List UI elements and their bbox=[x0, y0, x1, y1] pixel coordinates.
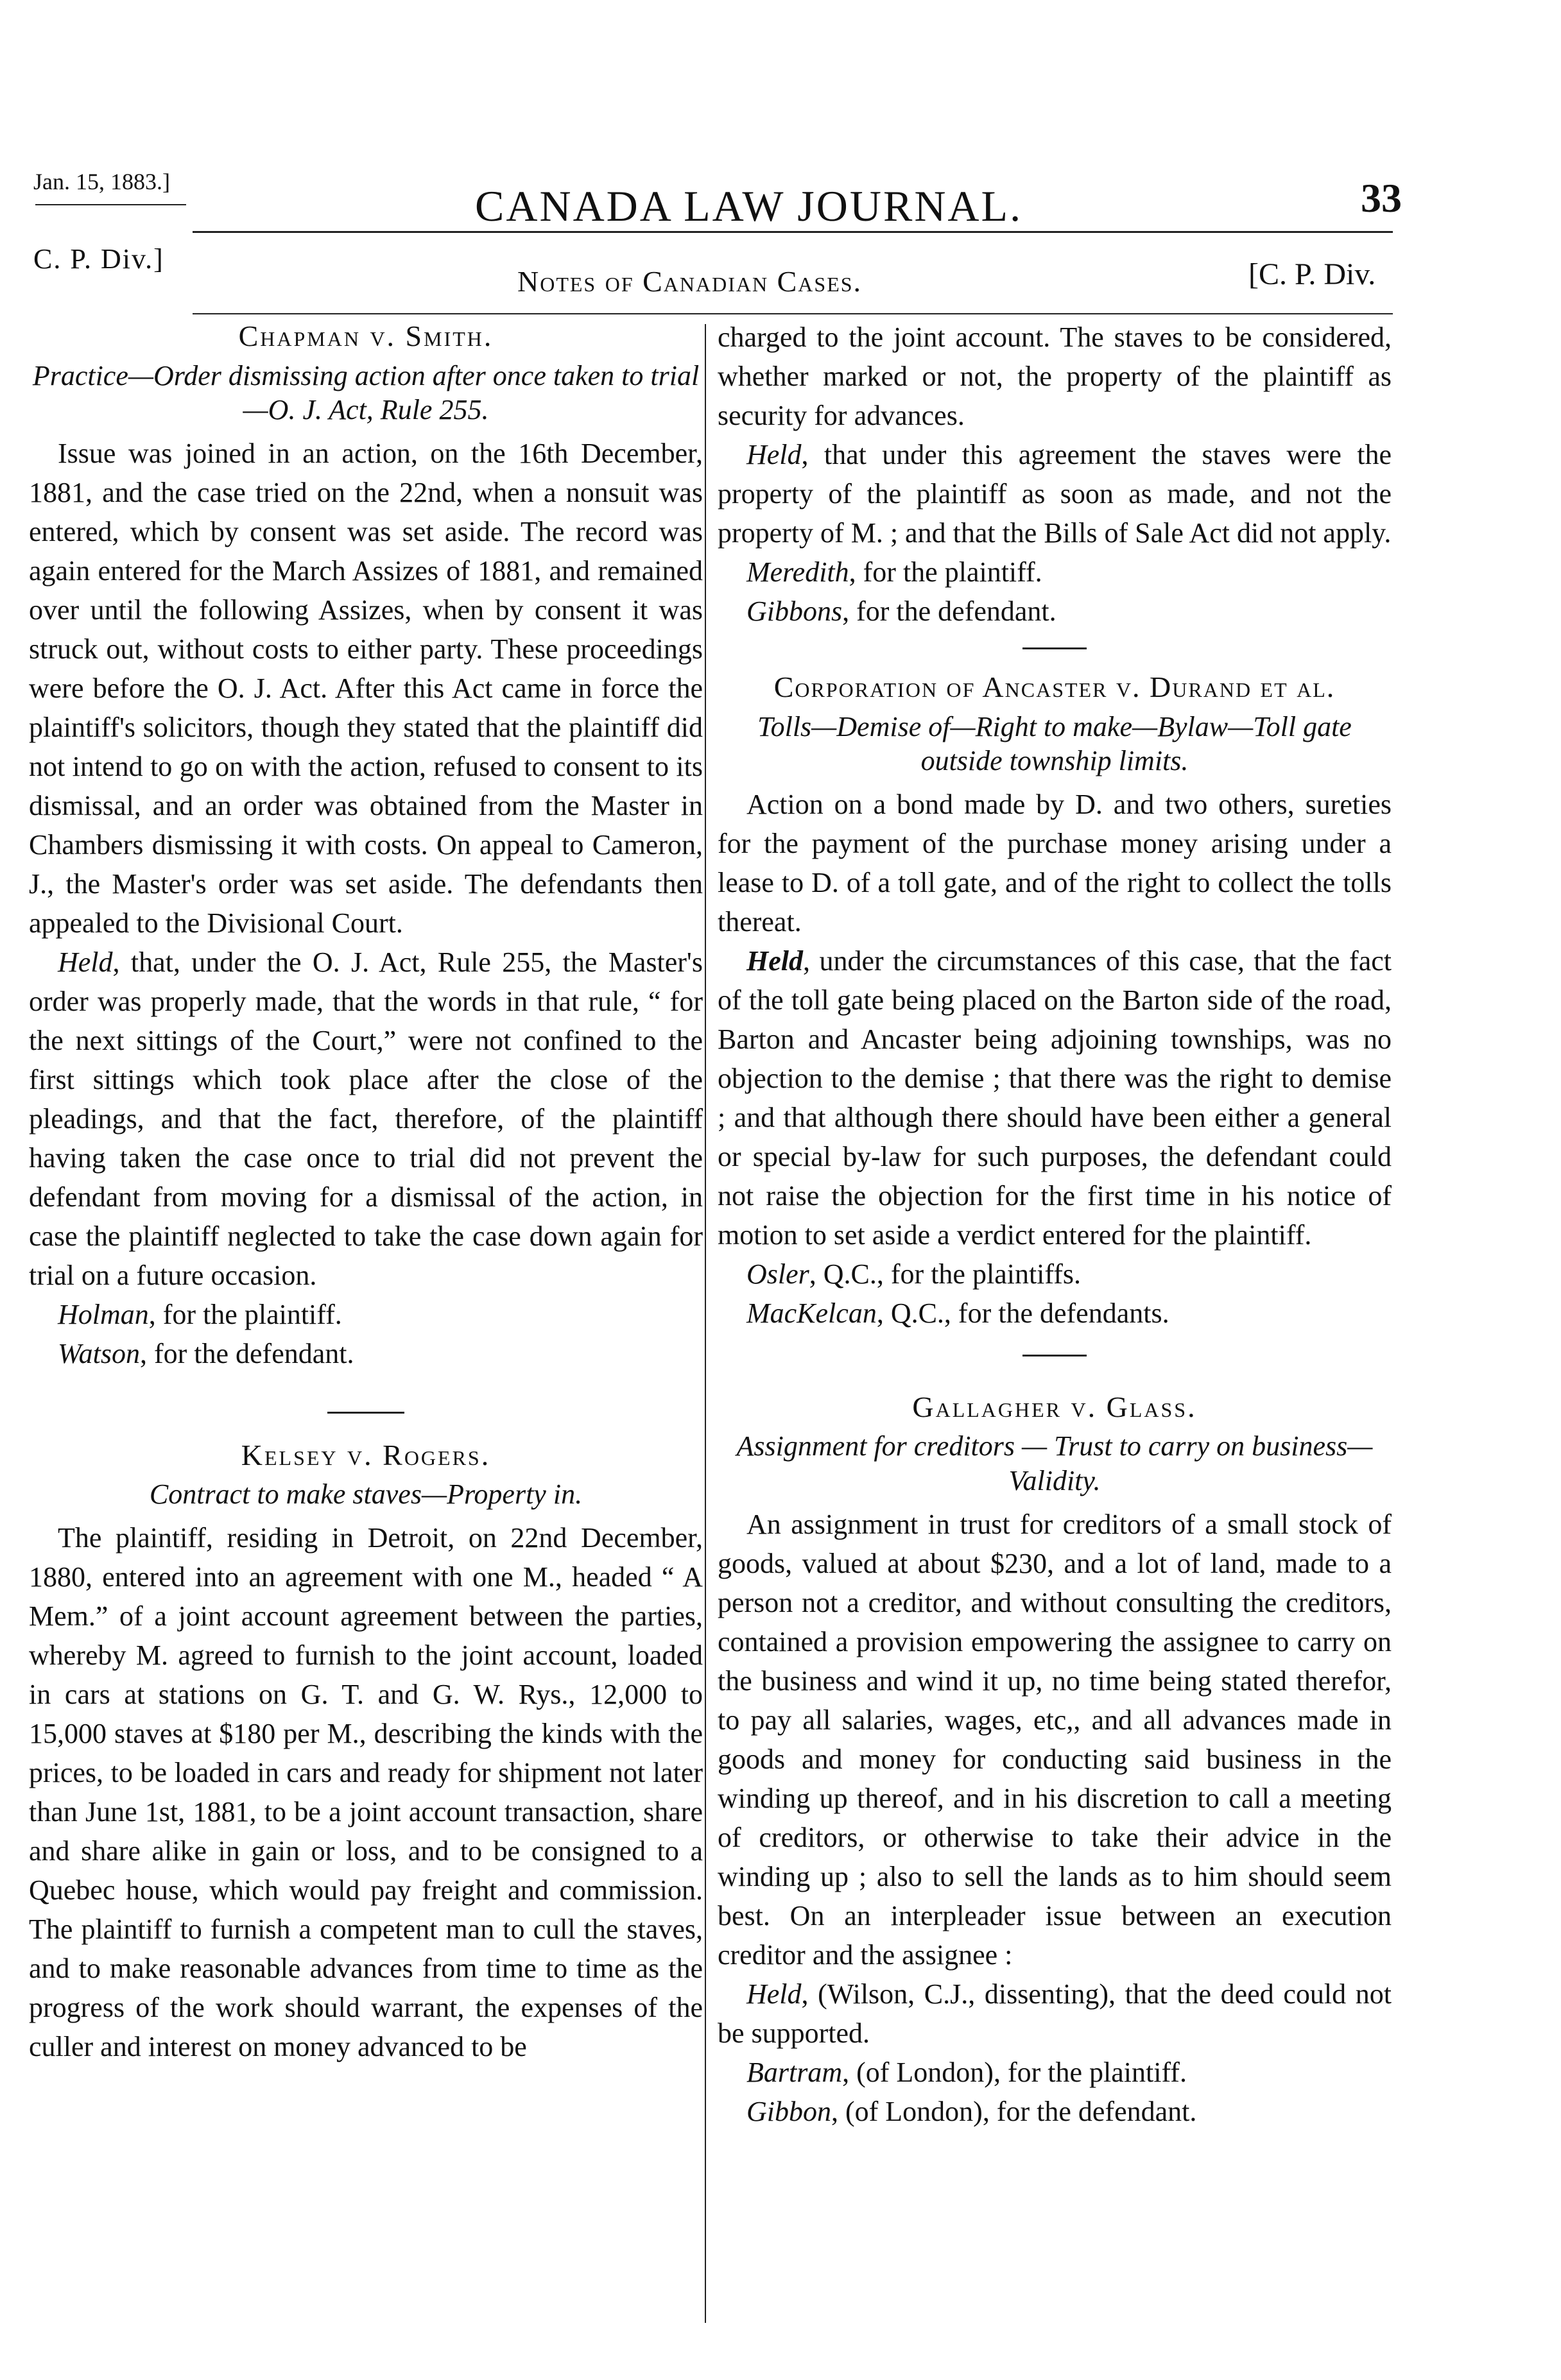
case-body-chapman: Issue was joined in an action, on the 16th December, 1881, and the case tried on the 22nd, when a nonsuit was entered, which by consent was set aside. The record was again entered for the March Assizes of 1881, and remained over until the following Assizes, when by consent it was struck out, without costs to either party. These proceedings were before the O. J. Act. After this Act came in force the plaintiff's solicitors, though they stated that the plaintiff did not intend to go on with the action, refused to consent to its dismissal, and an order was obtained from the Master in Chambers dismissing it with costs. On appeal to Cameron, J., the Master's order was set aside. The defendants then appealed to the Divisional Court. bbox=[29, 437, 703, 939]
case-title-kelsey: Kelsey v. Rogers. bbox=[241, 1438, 491, 1471]
held-text: , that, under the O. J. Act, Rule 255, the Master's order was properly made, that the words in that rule, “ for the next sittings of the Court,” were not confined to the first sittings which took place after the close of the pleadings, and that the fact, therefore, of the plaintiff having taken the case once to trial did not prevent the defendant from moving for a dismissal of the action, in case the plaintiff neglected to take the case down again for trial on a future occasion. bbox=[29, 946, 703, 1291]
case-title-chapman: Chapman v. Smith. bbox=[238, 320, 494, 352]
counsel-line: Watson, for the defendant. bbox=[58, 1337, 354, 1369]
case-body-gallagher: An assignment in trust for creditors of a small stock of goods, valued at about $230, and a lot of land, made to a person not a creditor, and without consulting the creditors, contained a provision empowering the assignee to carry on the business and wind it up, no time being stated therefor, to pay all salaries, wages, etc,, and all advances made in goods and money for conducting said business in the winding up thereof, and in his discretion to call a meeting of creditors, or otherwise to take their advice in the winding up ; also to sell the lands as to him should seem best. On an interpleader issue between an execution creditor and the assignee : bbox=[718, 1508, 1392, 1971]
counsel-line: Bartram, (of London), for the plaintiff. bbox=[746, 2056, 1187, 2088]
section-rule bbox=[193, 313, 1393, 314]
right-column bbox=[718, 318, 1392, 2131]
header-division-left: C. P. Div.] bbox=[33, 243, 164, 275]
held-paragraph-chapman bbox=[29, 943, 703, 1295]
counsel-line: Gibbon, (of London), for the defendant. bbox=[746, 2095, 1197, 2127]
held-paragraph-kelsey bbox=[718, 435, 1392, 552]
held-text: , that under this agreement the staves were the property of the plaintiff as soon as made, and not the property of M. ; and that the Bills of Sale Act did not apply. bbox=[718, 439, 1392, 549]
held-label: Held bbox=[58, 946, 113, 978]
headnote-chapman: Practice—Order dismissing action after once taken to trial—O. J. Act, Rule 255. bbox=[32, 359, 700, 426]
headnote-ancaster: Tolls—Demise of—Right to make—Bylaw—Toll gate outside township limits. bbox=[757, 710, 1352, 777]
case-separator bbox=[1022, 647, 1087, 649]
journal-title: CANADA LAW JOURNAL. bbox=[475, 182, 1023, 230]
counsel-line: Gibbons, for the defendant. bbox=[746, 595, 1056, 627]
headnote-kelsey: Contract to make staves—Property in. bbox=[149, 1478, 583, 1511]
page-number: 33 bbox=[1361, 175, 1402, 221]
section-title: Notes of Canadian Cases. bbox=[517, 265, 863, 298]
held-paragraph-ancaster bbox=[718, 941, 1392, 1254]
column-divider bbox=[705, 324, 706, 2323]
header-date: Jan. 15, 1883.] bbox=[33, 169, 170, 194]
case-body-kelsey: The plaintiff, residing in Detroit, on 22nd December, 1880, entered into an agreement with one M., headed “ A Mem.” of a joint account agreement between the parties, whereby M. agreed to furnish to the joint account, loaded in cars at stations on G. T. and G. W. Rys., 12,000 to 15,000 staves at $180 per M., describing the kinds with the prices, to be loaded in cars and ready for shipment not later than June 1st, 1881, to be a joint account transaction, share and share alike in gain or loss, and to be consigned to a Quebec house, which would pay freight and commission. The plaintiff to furnish a competent man to cull the staves, and to make reasonable advances from time to time as the progress of the work should warrant, the expenses of the culler and interest on money advanced to be bbox=[29, 1522, 703, 2063]
header-date-rule bbox=[35, 204, 186, 205]
header-division-right: [C. P. Div. bbox=[1248, 257, 1376, 291]
headnote-gallagher: Assignment for creditors — Trust to carry on business— Validity. bbox=[736, 1430, 1373, 1497]
counsel-line: MacKelcan, Q.C., for the defendants. bbox=[746, 1297, 1169, 1329]
header-rule bbox=[193, 231, 1393, 233]
held-paragraph-gallagher bbox=[718, 1974, 1392, 2053]
case-title-gallagher: Gallagher v. Glass. bbox=[912, 1390, 1197, 1423]
case-separator bbox=[1022, 1355, 1087, 1357]
held-text: , (Wilson, C.J., dissenting), that the deed could not be supported. bbox=[718, 1978, 1392, 2049]
case-title-ancaster: Corporation of Ancaster v. Durand et al. bbox=[773, 671, 1336, 703]
case-body-ancaster: Action on a bond made by D. and two others, sureties for the payment of the purchase money arising under a lease to D. of a toll gate, and of the right to collect the tolls thereat. bbox=[718, 788, 1392, 937]
held-text: , under the circumstances of this case, that the fact of the toll gate being placed on the Barton side of the road, Barton and Ancaster being adjoining townships, was no objection to the demise ; that there was the right to demise ; and that although there should have been either a general or special by-law for such purposes, the defendant could not raise the objection for the first time in his notice of motion to set aside a verdict entered for the plaintiff. bbox=[718, 945, 1392, 1251]
held-label: Held bbox=[746, 439, 802, 470]
held-label: Held bbox=[746, 1978, 802, 2010]
counsel-line: Osler, Q.C., for the plaintiffs. bbox=[746, 1258, 1082, 1290]
left-column bbox=[29, 318, 703, 2066]
counsel-line: Holman, for the plaintiff. bbox=[58, 1298, 342, 1330]
case-body-kelsey-continued: charged to the joint account. The staves to be considered, whether marked or not, the property of the plaintiff as security for advances. bbox=[718, 321, 1392, 431]
case-separator bbox=[327, 1412, 404, 1414]
counsel-line: Meredith, for the plaintiff. bbox=[746, 556, 1042, 588]
held-label: Held bbox=[746, 945, 803, 977]
